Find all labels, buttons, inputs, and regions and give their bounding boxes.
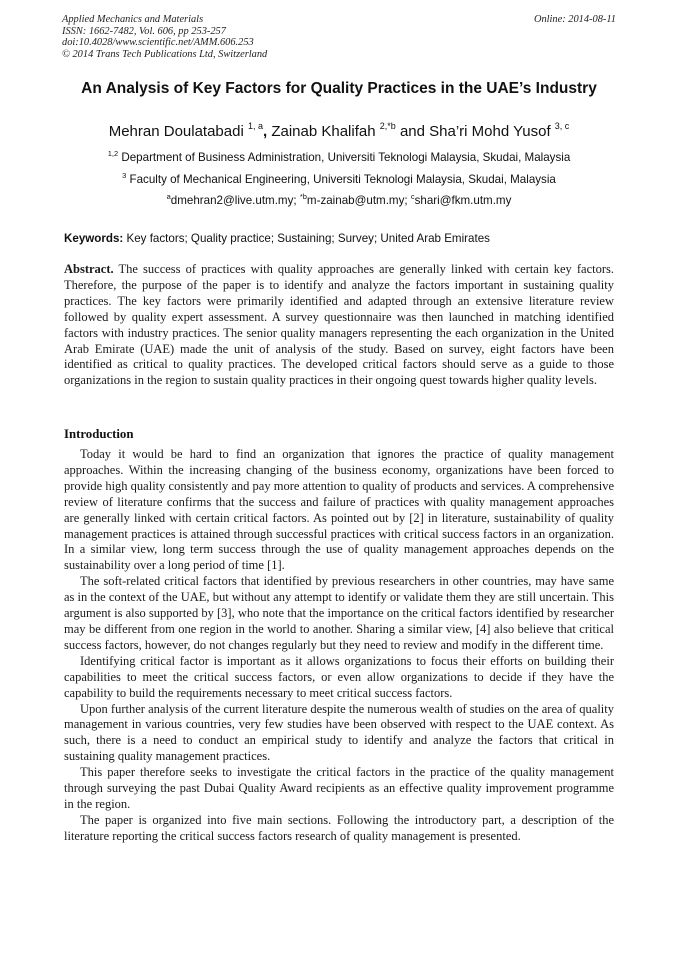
abstract-text: The success of practices with quality approaches are generally linked with certain key factors. Therefore, the purpose of the paper is to identify and analyze the factors important in sustaining quality practices. The key factors were primarily identified and adapted through an extensive literature review followed by quality expert assessment. A survey questionnaire was then launched in matching identified factors with industry practices. The senior quality managers representing the each organization in the United Arab Emirate (UAE) made the unit of analysis of the study. Based on survey, eight factors have been identified as critical to quality practices. The developed critical factors should serve as a guide to those organizations in the region to sustain quality practices in their ongoing quest towards higher quality levels.: [64, 262, 614, 388]
paragraph: Identifying critical factor is important as it allows organizations to focus their efforts on building their capabilities to meet the critical success factors, or even allow organizations to decide if they have the capability to build the requirements necessary to meet critical success factors.: [64, 653, 614, 700]
paper-title: An Analysis of Key Factors for Quality Practices in the UAE’s Industry: [81, 80, 597, 97]
author-list: [40, 123, 638, 140]
author-separator: and: [399, 123, 425, 140]
section-heading: Introduction: [64, 427, 134, 441]
author-marker: 3, c: [554, 121, 570, 131]
journal-header: [62, 14, 616, 60]
email-line: [40, 194, 638, 207]
email-marker: *b: [299, 192, 307, 201]
email-marker: c: [410, 192, 415, 201]
author-marker: 2,*b: [379, 121, 396, 131]
author-name: Mehran Doulatabadi: [108, 123, 244, 140]
paragraph: Today it would be hard to find an organization that ignores the practice of quality management approaches. Within the increasing changing of the business economy, organizations have been forced to provide high quality consistently and pay more attention to quality of products and services. A comprehensive review of literature confirms that the success and failure of practices with quality management approaches are generally linked with certain critical factors. As pointed out by [2] in literature, sustainability of quality management practices is attained through successful practices with critical success factors in an organization. In a similar view, long term success through the use of quality management approaches depends on the sustainability over a long period of time [1].: [64, 447, 614, 573]
affiliation: [40, 151, 638, 164]
journal-name: Applied Mechanics and Materials: [62, 14, 204, 25]
issn-line: ISSN: 1662-7482, Vol. 606, pp 253-257: [62, 25, 226, 37]
author-name: Zainab Khalifah: [271, 123, 376, 140]
keywords: [64, 232, 616, 245]
email-marker: a: [166, 192, 171, 201]
affiliation: [40, 173, 638, 186]
email-address: m-zainab@utm.my;: [306, 194, 411, 207]
paragraph: The paper is organized into five main sections. Following the introductory part, a description of the literature reporting the critical success factors research of quality management is presented.: [64, 812, 614, 843]
abstract: [64, 262, 614, 389]
author-separator: ,: [262, 123, 268, 140]
affiliation-marker: 3: [122, 171, 127, 180]
paragraph: Upon further analysis of the current literature despite the numerous wealth of studies on the area of quality management in various countries, very few studies have been observed with respect to the UAE context. As such, there is a need to conduct an empirical study to identify and analyze the factors that critical in sustaining quality management practices.: [64, 701, 614, 764]
doi-line: doi:10.4028/www.scientific.net/AMM.606.253: [62, 37, 254, 49]
affiliation-marker: 1,2: [107, 149, 119, 158]
online-date: Online: 2014-08-11: [533, 14, 616, 25]
copyright-line: © 2014 Trans Tech Publications Ltd, Switzerland: [62, 48, 268, 60]
author-name: Sha’ri Mohd Yusof: [429, 123, 551, 140]
email-address: shari@fkm.utm.my: [414, 194, 512, 207]
paragraph: The soft-related critical factors that identified by previous researchers in other countries, may have same as in the context of the UAE, but without any attempt to identify or validate them they are still uncertain. This argument is also supported by [3], who note that the importance on the critical factors identified by researcher may be different from one region in the world to another. Sharing a similar view, [4] also believe that critical success factors, however, do not changes regularly but they need to review and modify in the different time.: [64, 574, 614, 652]
email-address: dmehran2@live.utm.my;: [170, 194, 300, 207]
affiliation-text: Department of Business Administration, Universiti Teknologi Malaysia, Skudai, Malaysia: [121, 151, 571, 164]
affiliation-text: Faculty of Mechanical Engineering, Universiti Teknologi Malaysia, Skudai, Malaysia: [129, 173, 556, 186]
introduction-body: [64, 447, 614, 845]
paragraph: This paper therefore seeks to investigate the critical factors in the practice of the quality management through surveying the past Dubai Quality Award recipients as an effective quality improvement programme in the region.: [64, 765, 614, 811]
author-marker: 1, a: [247, 121, 263, 131]
keywords-label: Keywords:: [64, 232, 124, 245]
abstract-label: Abstract.: [64, 262, 114, 276]
keywords-text: Key factors; Quality practice; Sustaining; Survey; United Arab Emirates: [123, 232, 490, 245]
